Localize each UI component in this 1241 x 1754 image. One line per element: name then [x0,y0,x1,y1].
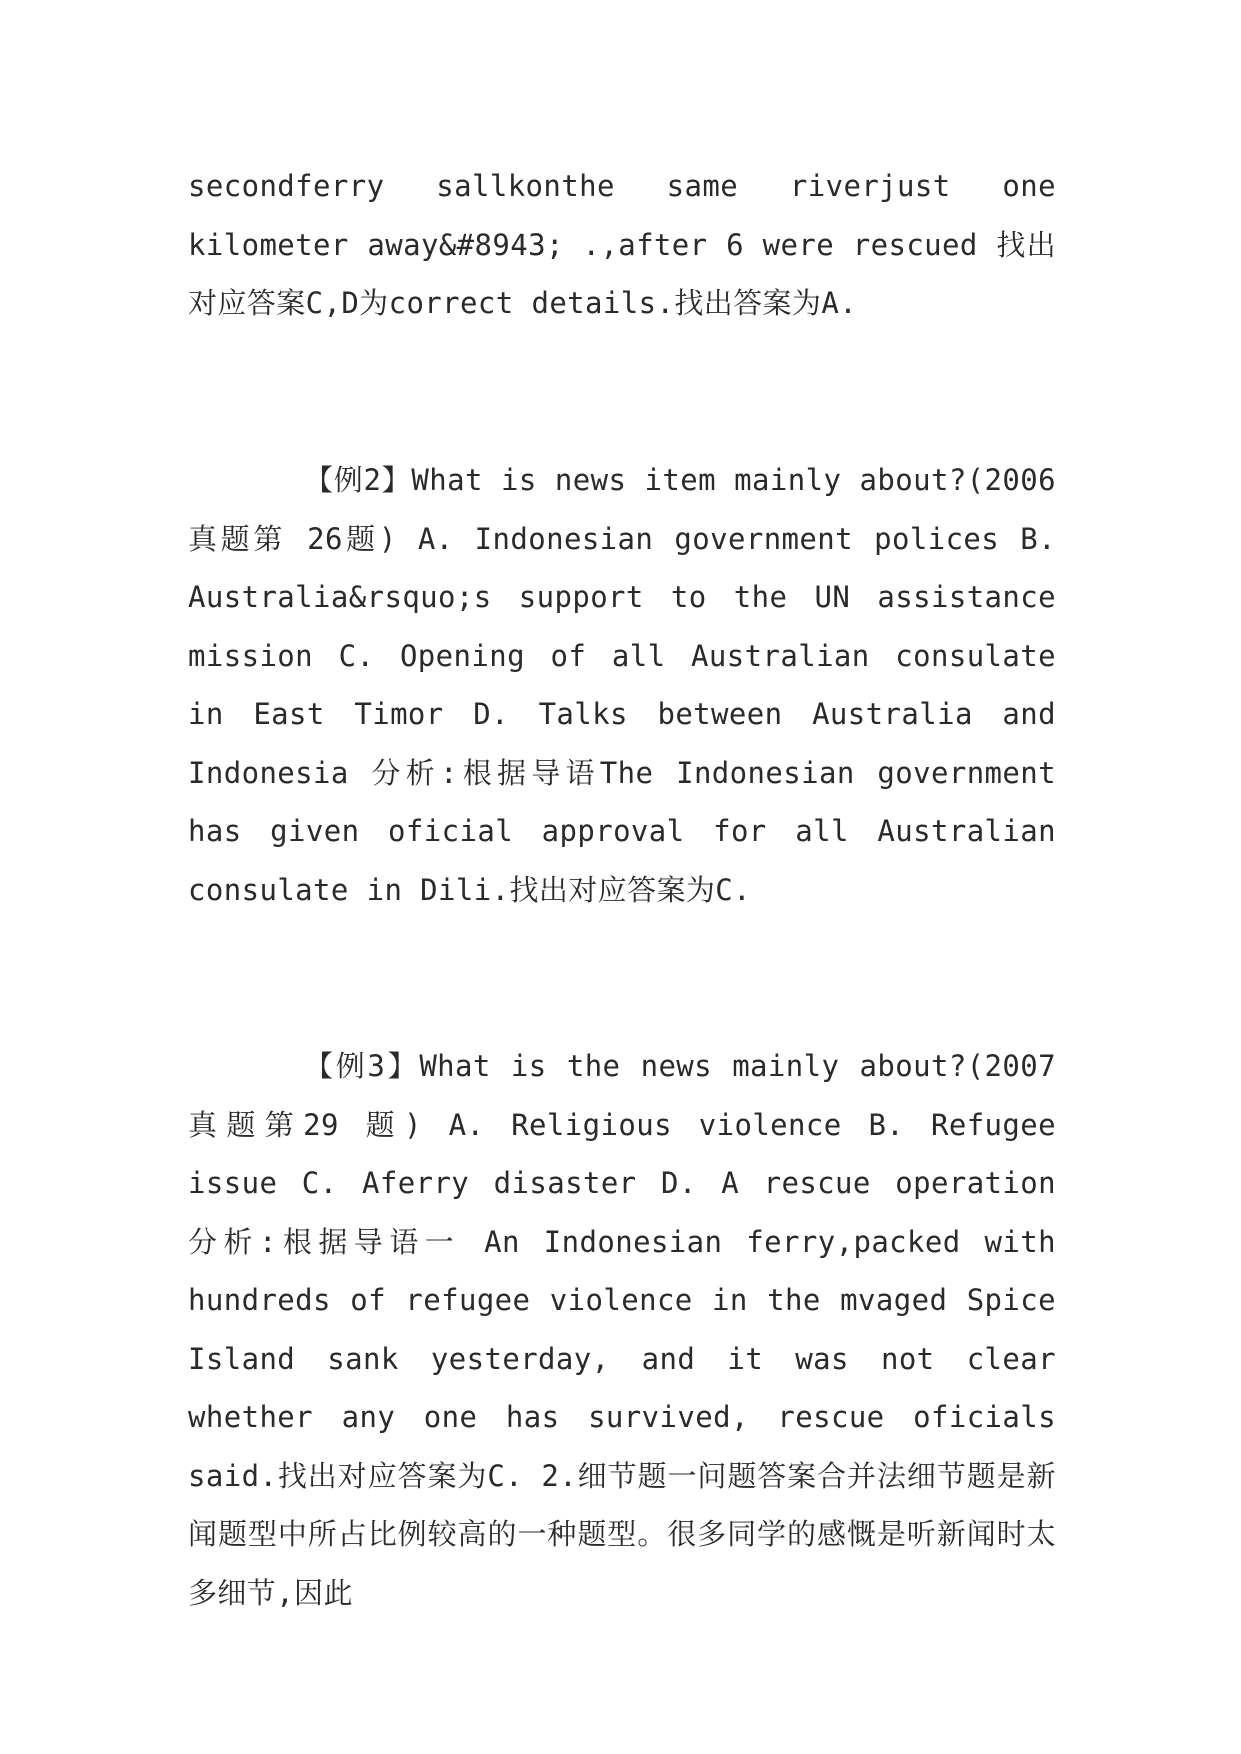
paragraph-example-3: 【例3】What is the news mainly about?(2007真题第29 题) A. Religious violence B. Refugee issue C. Aferry disaster D. A rescue operation 分析:根据导语一 An Indonesian ferry,packed with hundreds of refugee violence in the mvaged Spice Island sank yesterday, and it was not clear whether any one has survived, rescue oficials said.找出对应答案为C. 2.细节题一问题答案合并法细节题是新闻题型中所占比例较高的一种题型。很多同学的感慨是听新闻时太多细节,因此 [188,1049,1056,1610]
paragraph-example-2: 【例2】What is news item mainly about?(2006真题第 26题) A. Indonesian government polices B. Australia&rsquo;s support to the UN assistance mission C. Opening of all Australian consulate in East Timor D. Talks between Australia and Indonesia 分析:根据导语The Indonesian government has given oficial approval for all Australian consulate in Dili.找出对应答案为C. [188,463,1056,907]
paragraph-continuation: secondferry sallkonthe same riverjust one kilometer away&#8943; .,after 6 were rescued 找出对应答案C,D为correct details.找出答案为A. [188,169,1056,320]
